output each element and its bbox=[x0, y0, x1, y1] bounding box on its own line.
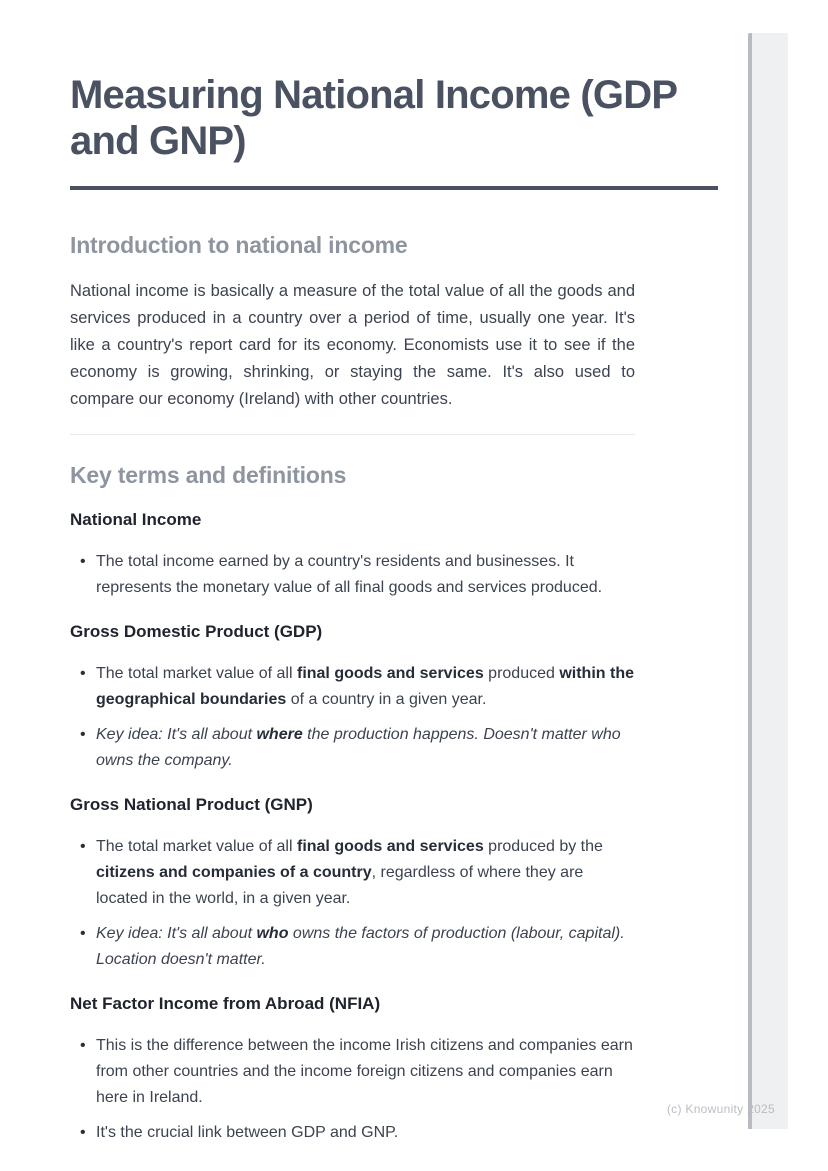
text-run: citizens and companies of a country bbox=[96, 864, 372, 881]
page-title: Measuring National Income (GDP and GNP) bbox=[70, 73, 677, 163]
bullet-list bbox=[70, 1033, 635, 1146]
list-item bbox=[70, 834, 635, 912]
bullet-icon: • bbox=[80, 665, 86, 682]
bullet-icon: • bbox=[80, 925, 86, 942]
bullet-text bbox=[96, 722, 635, 774]
term-heading: Gross Domestic Product (GDP) bbox=[70, 622, 323, 641]
text-run: This is the difference between the income Irish citizens and companies earn from other countries and the income foreign citizens and companies earn here in Ireland. bbox=[96, 1037, 633, 1106]
bullet-text bbox=[96, 921, 635, 973]
list-item bbox=[70, 661, 635, 713]
text-run: of a country in a given year. bbox=[286, 691, 487, 708]
term-block-national-income bbox=[70, 509, 718, 601]
text-run: Key idea: It's all about bbox=[96, 925, 257, 942]
term-block-gdp bbox=[70, 621, 718, 774]
scrollbar-track[interactable] bbox=[748, 33, 788, 1129]
text-run: owns the factors of production (labour, capital). Location doesn't matter. bbox=[96, 925, 625, 968]
intro-heading: Introduction to national income bbox=[70, 232, 408, 258]
bullet-icon: • bbox=[80, 838, 86, 855]
section-divider bbox=[70, 434, 635, 435]
watermark: (c) Knowunity 2025 bbox=[666, 1102, 775, 1116]
text-run: produced by the bbox=[483, 838, 603, 855]
list-item bbox=[70, 921, 635, 973]
key-terms-section bbox=[70, 461, 718, 1146]
bullet-text bbox=[96, 1033, 635, 1111]
intro-paragraph: National income is basically a measure of the total value of all the goods and services produced in a country over a period of time, usually one year. It's like a country's report card for its economy. Economists use it to see if the economy is growing, shrinking, or staying the same. It's also used to compare our economy (Ireland) with other countries. bbox=[70, 282, 635, 408]
bullet-text bbox=[96, 1120, 635, 1146]
list-item bbox=[70, 1120, 635, 1146]
title-rule bbox=[70, 186, 718, 190]
term-heading: National Income bbox=[70, 510, 202, 529]
bullet-list bbox=[70, 549, 635, 601]
bullet-text bbox=[96, 549, 635, 601]
term-heading: Gross National Product (GNP) bbox=[70, 795, 313, 814]
bullet-icon: • bbox=[80, 553, 86, 570]
text-run: The total market value of all bbox=[96, 665, 297, 682]
bullet-list bbox=[70, 661, 635, 774]
document-content bbox=[70, 0, 718, 1146]
text-run: final goods and services bbox=[296, 838, 484, 855]
term-block-nfia bbox=[70, 993, 718, 1146]
text-run: , regardless of where they are located in the world, in a given year. bbox=[96, 864, 584, 907]
term-heading: Net Factor Income from Abroad (NFIA) bbox=[70, 994, 381, 1013]
text-run: produced bbox=[483, 665, 560, 682]
text-run: It's the crucial link between GDP and GNP. bbox=[96, 1124, 399, 1141]
text-run: Key idea: It's all about bbox=[96, 726, 257, 743]
text-run: The total income earned by a country's residents and businesses. It represents the monetary value of all final goods and services produced. bbox=[96, 553, 603, 596]
list-item bbox=[70, 549, 635, 601]
key-terms-heading: Key terms and definitions bbox=[70, 462, 347, 488]
text-run: where bbox=[256, 726, 303, 743]
list-item bbox=[70, 1033, 635, 1111]
bullet-text bbox=[96, 834, 635, 912]
text-run: within the geographical boundaries bbox=[96, 665, 634, 708]
intro-section bbox=[70, 231, 718, 413]
bullet-list bbox=[70, 834, 635, 973]
bullet-text bbox=[96, 661, 635, 713]
bullet-icon: • bbox=[80, 726, 86, 743]
text-run: who bbox=[256, 925, 289, 942]
text-run: The total market value of all bbox=[96, 838, 297, 855]
list-item bbox=[70, 722, 635, 774]
text-run: final goods and services bbox=[296, 665, 484, 682]
term-block-gnp bbox=[70, 794, 718, 973]
bullet-icon: • bbox=[80, 1124, 86, 1141]
text-run: the production happens. Doesn't matter who owns the company. bbox=[96, 726, 621, 769]
bullet-icon: • bbox=[80, 1037, 86, 1054]
